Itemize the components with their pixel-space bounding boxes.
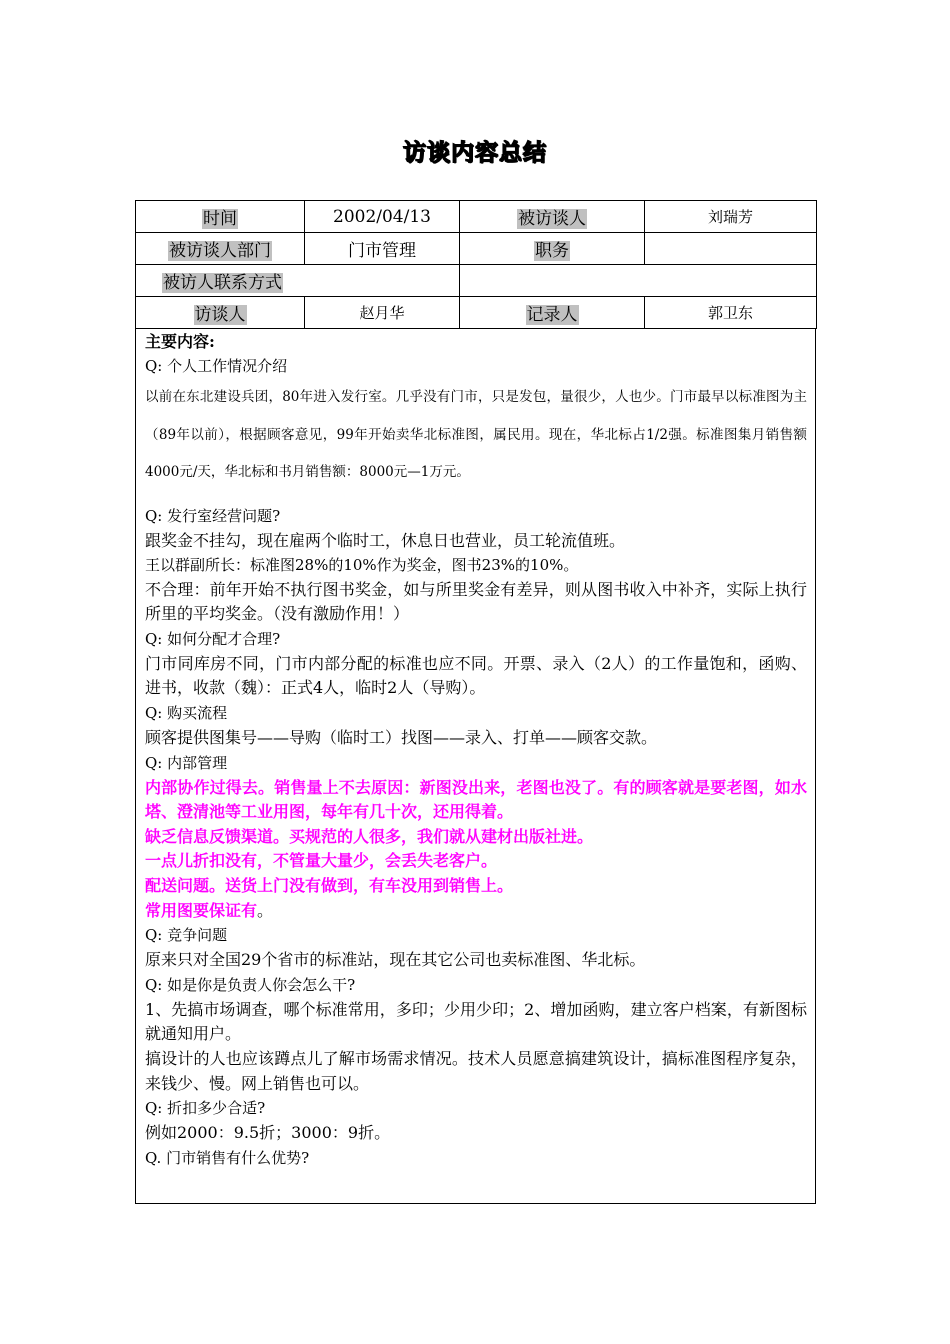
position-value	[645, 233, 817, 265]
contact-label: 被访人联系方式	[163, 273, 282, 293]
interviewer-value: 赵月华	[305, 297, 460, 329]
time-value: 2002/04/13	[305, 201, 460, 233]
answer-5-line-2: 缺乏信息反馈渠道。买规范的人很多，我们就从建材出版社进。	[145, 826, 594, 846]
table-row	[136, 201, 817, 233]
interview-info-table	[135, 200, 817, 329]
interviewee-label-cell	[460, 201, 645, 233]
question-7: Q: 如是你是负责人你会怎么干?	[145, 975, 356, 994]
table-row	[136, 297, 817, 329]
answer-5-period: 。	[257, 900, 274, 920]
interviewee-value: 刘瑞芳	[645, 201, 817, 233]
answer-8: 例如2000：9.5折；3000：9折。	[145, 1123, 391, 1143]
interviewer-label-cell	[136, 297, 305, 329]
answer-7-line-2: 搞设计的人也应该蹲点儿了解市场需求情况。技术人员愿意搞建筑设计，搞标准图程序复杂，来钱少、慢。网上销售也可以。	[145, 1049, 807, 1093]
question-8: Q: 折扣多少合适?	[145, 1099, 266, 1118]
answer-2-line-3: 不合理：前年开始不执行图书奖金，如与所里奖金有差异，则从图书收入中补齐，实际上执行所里的平均奖金。（没有激励作用！）	[145, 579, 807, 624]
answer-6: 原来只对全国29个省市的标准站，现在其它公司也卖标准图、华北标。	[145, 950, 646, 970]
position-label-cell	[460, 233, 645, 265]
interviewee-label: 被访谈人	[518, 209, 586, 229]
contact-value	[460, 265, 817, 297]
question-9: Q. 门市销售有什么优势?	[145, 1148, 310, 1167]
contact-label-cell	[136, 265, 460, 297]
time-label-cell	[136, 201, 305, 233]
interviewer-label: 访谈人	[194, 305, 246, 325]
question-3: Q: 如何分配才合理?	[145, 629, 281, 648]
position-label: 职务	[535, 241, 569, 261]
question-2: Q: 发行室经营问题?	[145, 506, 281, 525]
answer-2-line-2: 王以群副所长：标准图28%的10%作为奖金，图书23%的10%。	[145, 556, 579, 575]
main-content	[135, 329, 816, 1204]
table-row	[136, 233, 817, 265]
time-label: 时间	[203, 209, 237, 229]
dept-value: 门市管理	[305, 233, 460, 265]
answer-5-line-4: 配送问题。送货上门没有做到，有车没用到销售上。	[145, 876, 514, 896]
answer-1: 以前在东北建设兵团，80年进入发行室。几乎没有门市，只是发包，量很少，人也少。门市最早以标准图为主（89年以前），根据顾客意见，99年开始卖华北标准图，属民用。现在，华北标占1/2强。标准图集月销售额4000元/天，华北标和书月销售额：8000元—1万元。	[145, 389, 807, 480]
question-4: Q: 购买流程	[145, 704, 228, 723]
recorder-label-cell	[460, 297, 645, 329]
table-row	[136, 265, 817, 297]
dept-label: 被访谈人部门	[169, 241, 271, 261]
recorder-label: 记录人	[526, 305, 578, 325]
answer-5-emphasis: 常用图要保证有	[145, 900, 258, 920]
dept-label-cell	[136, 233, 305, 265]
answer-5-line-3: 一点儿折扣没有，不管量大量少，会丢失老客户。	[145, 851, 498, 871]
recorder-value: 郭卫东	[645, 297, 817, 329]
question-6: Q: 竞争问题	[145, 926, 228, 945]
answer-4: 顾客提供图集号——导购（临时工）找图——录入、打单——顾客交款。	[145, 728, 658, 748]
answer-5-line-1: 内部协作过得去。销售量上不去原因：新图没出来，老图也没了。有的顾客就是要老图，如水塔、澄清池等工业用图，每年有几十次，还用得着。	[145, 777, 807, 822]
answer-3: 门市同库房不同，门市内部分配的标准也应不同。开票、录入（2人）的工作量饱和，函购、进书，收款（魏）：正式4人，临时2人（导购）。	[145, 653, 807, 698]
answer-5-line-5	[145, 899, 807, 924]
question-1: Q: 个人工作情况介绍	[145, 357, 288, 375]
page-title: 访谈内容总结	[403, 140, 547, 166]
content-heading: 主要内容:	[145, 332, 215, 351]
answer-7-line-1: 1、先搞市场调查，哪个标准常用，多印；少用少印；2、增加函购，建立客户档案，有新图标就通知用户。	[145, 999, 807, 1044]
question-5: Q: 内部管理	[145, 753, 228, 772]
answer-2-line-1: 跟奖金不挂勾，现在雇两个临时工，休息日也营业，员工轮流值班。	[145, 530, 626, 550]
